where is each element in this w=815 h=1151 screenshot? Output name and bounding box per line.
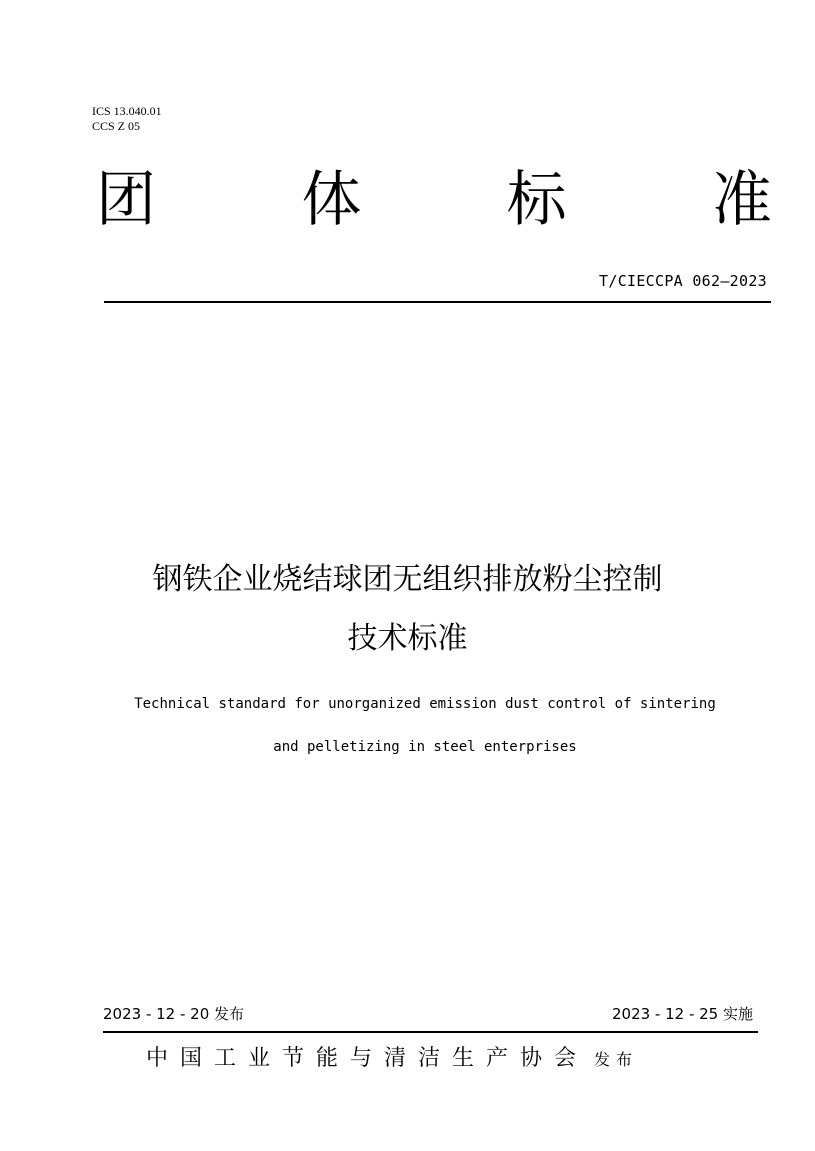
issue-date: 2023 - 12 - 20 发布 [103, 1005, 245, 1023]
publisher [146, 1043, 638, 1076]
title-cn-line2: 技术标准 [347, 621, 468, 656]
heading-char-1: 团 [96, 165, 156, 235]
publisher-name: 中国工业节能与清洁生产协会 [146, 1046, 589, 1071]
top-divider [104, 301, 771, 303]
bottom-divider [103, 1031, 758, 1033]
heading-char-3: 标 [506, 165, 567, 235]
ics-code: ICS 13.040.01 [92, 104, 162, 118]
ccs-code: CCS Z 05 [92, 119, 141, 133]
classification-codes [92, 104, 162, 134]
title-en-line2: and pelletizing in steel enterprises [273, 739, 577, 755]
publisher-suffix: 发布 [594, 1050, 639, 1069]
heading-char-4: 准 [711, 165, 772, 235]
heading-char-2: 体 [301, 165, 362, 235]
document-type-heading [96, 160, 772, 240]
effective-date: 2023 - 12 - 25 实施 [611, 1005, 753, 1023]
standard-number: T/CIECCPA 062—2023 [599, 272, 767, 290]
title-en-line1: Technical standard for unorganized emission dust control of sintering [134, 696, 716, 712]
title-cn-line1: 钢铁企业烧结球团无组织排放粉尘控制 [152, 562, 663, 597]
